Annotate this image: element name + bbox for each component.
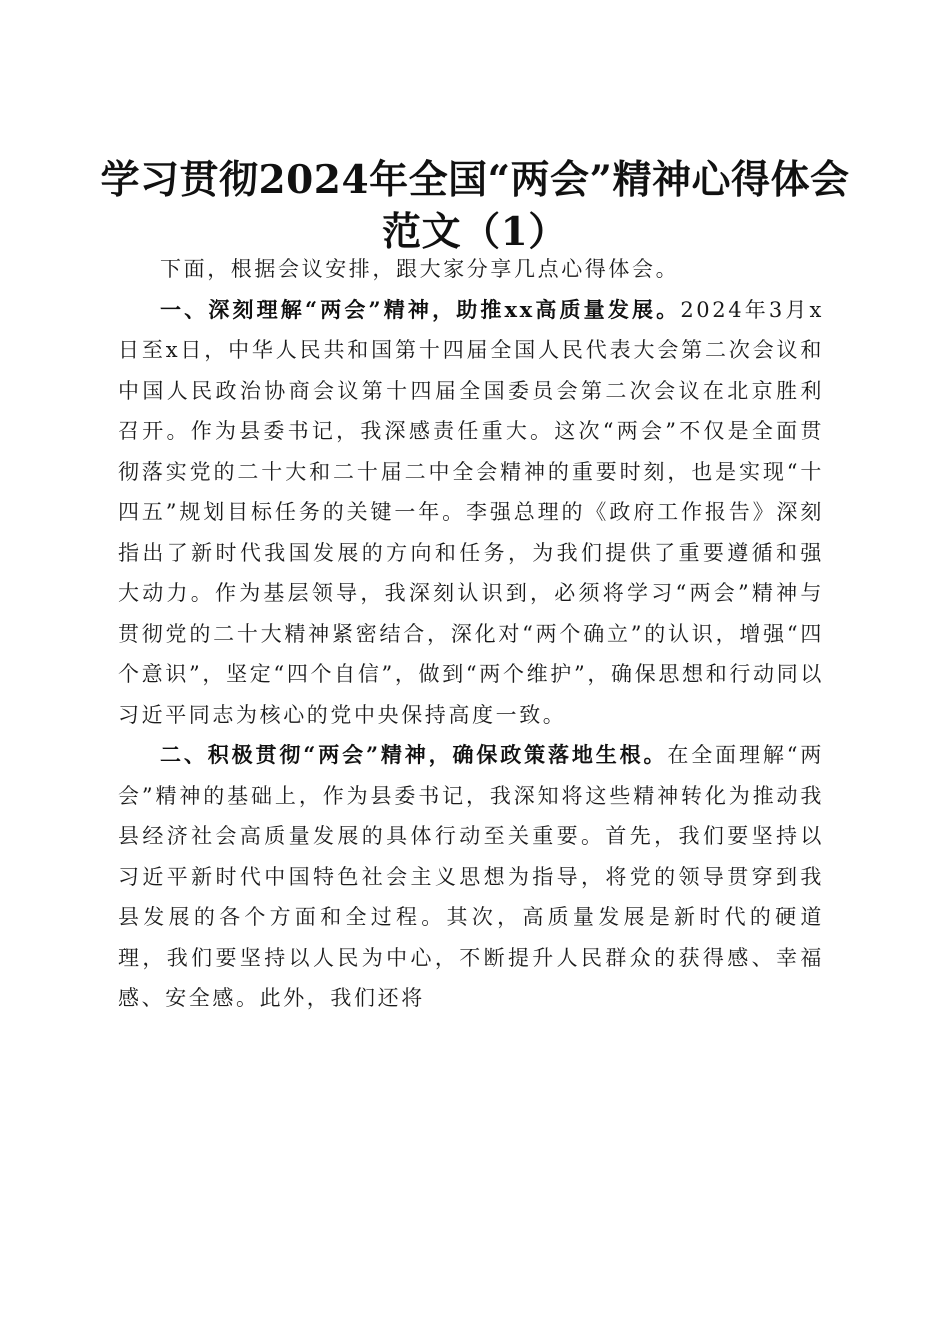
- title-line-2: 范文（1）: [382, 209, 568, 256]
- document-body: [118, 249, 824, 1019]
- title-line-1: 学习贯彻2024年全国“两会”精神心得体会: [100, 157, 850, 204]
- section-1-text: 2024年3月x日至x日，中华人民共和国第十四届全国人民代表大会第二次会议和中国人民政治协商会议第十四届全国委员会第二次会议在北京胜利召开。作为县委书记，我深感责任重大。这次“两会”不仅是全面贯彻落实党的二十大和二十届二中全会精神的重要时刻，也是实现“十四五”规划目标任务的关键一年。李强总理的《政府工作报告》深刻指出了新时代我国发展的方向和任务，为我们提供了重要遵循和强大动力。作为基层领导，我深刻认识到，必须将学习“两会”精神与贯彻党的二十大精神紧密结合，深化对“两个确立”的认识，增强“四个意识”，坚定“四个自信”，做到“两个维护”，确保思想和行动同以习近平同志为核心的党中央保持高度一致。: [118, 297, 825, 727]
- section-2-heading: 二、积极贯彻“两会”精神，确保政策落地生根。: [160, 742, 668, 767]
- section-2-text: 在全面理解“两会”精神的基础上，作为县委书记，我深知将这些精神转化为推动我县经济社会高质量发展的具体行动至关重要。首先，我们要坚持以习近平新时代中国特色社会主义思想为指导，将党的领导贯穿到我县发展的各个方面和全过程。其次，高质量发展是新时代的硬道理，我们要坚持以人民为中心，不断提升人民群众的获得感、幸福感、安全感。此外，我们还将: [118, 743, 825, 1010]
- section-1-paragraph: [118, 290, 824, 736]
- section-2-paragraph: [118, 735, 824, 1019]
- document-title: [0, 154, 950, 258]
- intro-paragraph: 下面，根据会议安排，跟大家分享几点心得体会。: [160, 257, 680, 281]
- section-1-heading: 一、深刻理解“两会”精神，助推xx高质量发展。: [160, 296, 681, 322]
